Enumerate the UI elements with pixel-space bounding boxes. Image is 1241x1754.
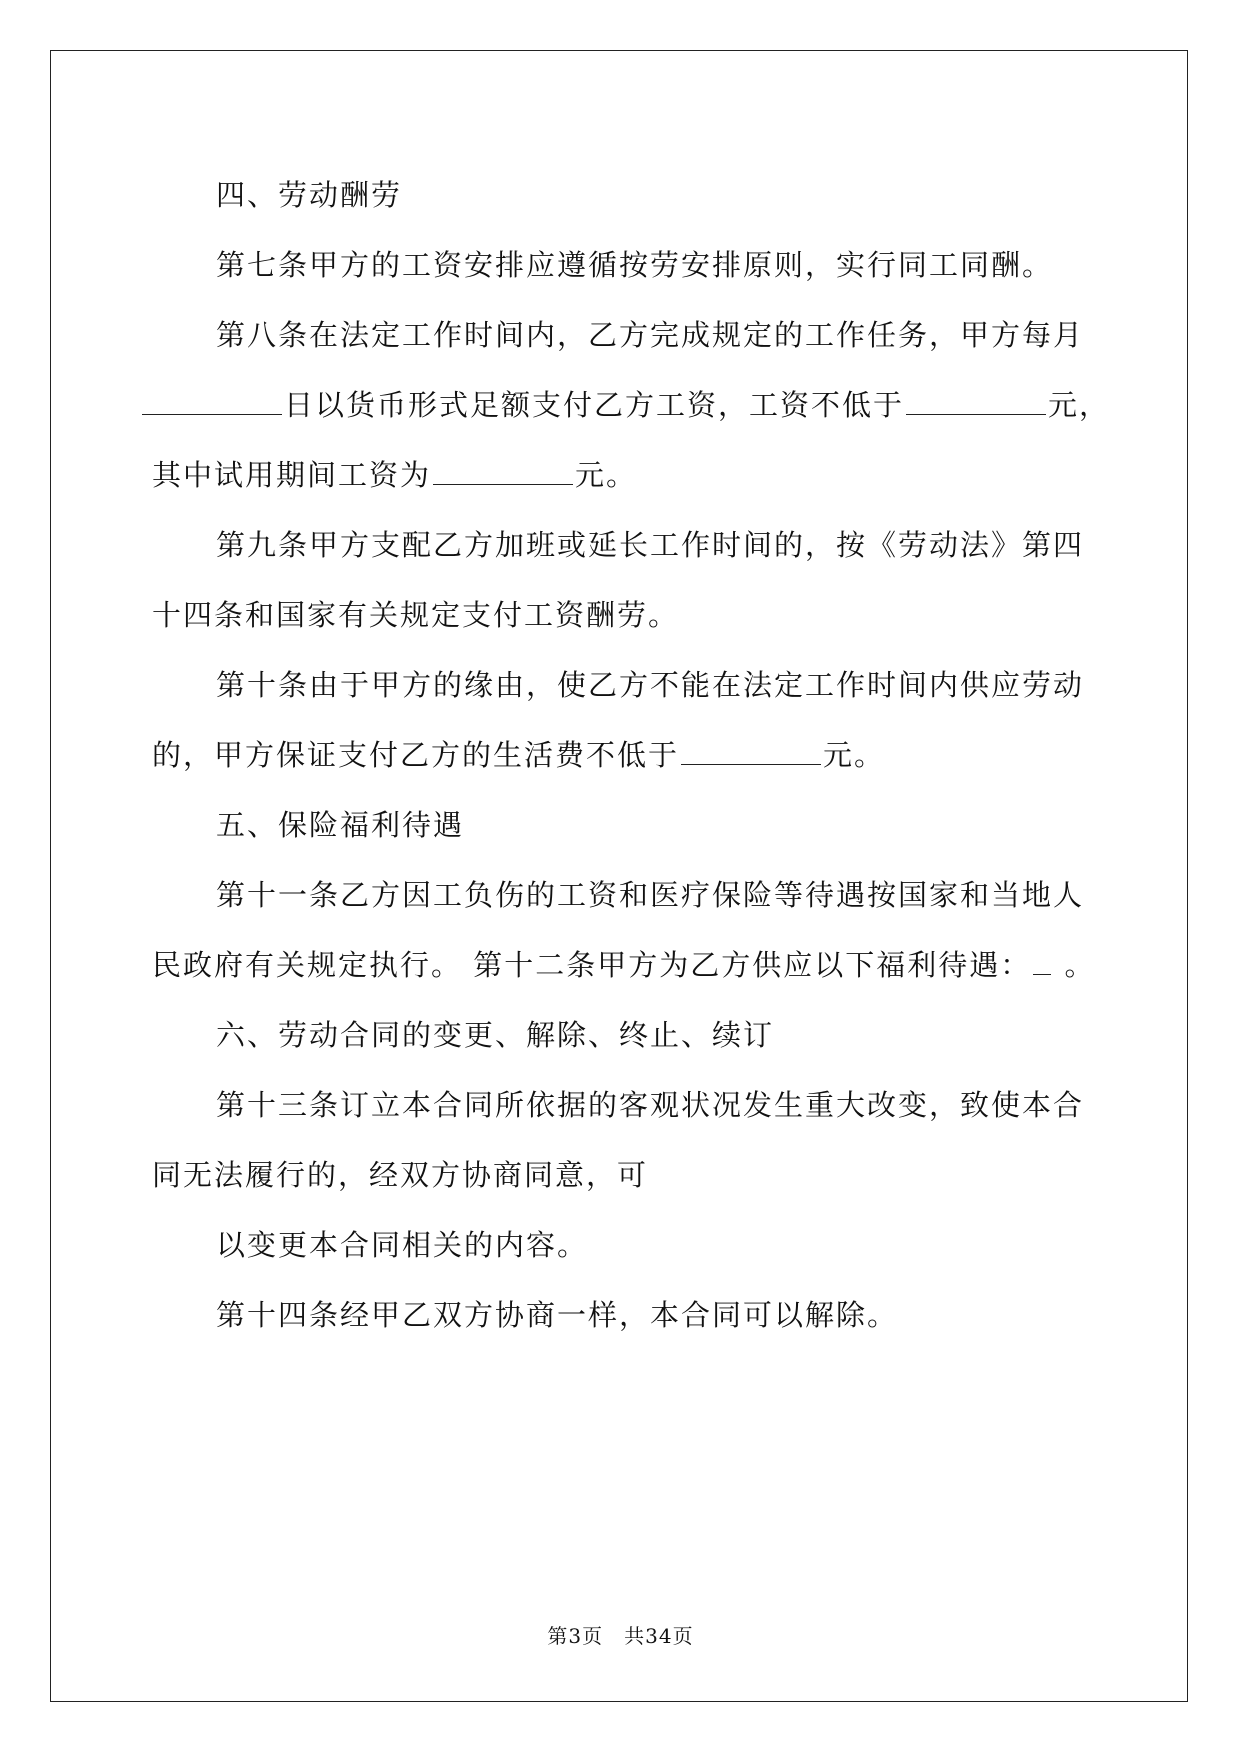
article-14: 第十四条经甲乙双方协商一样，本合同可以解除。: [216, 1298, 899, 1332]
section-heading-contract-changes: 六、劳动合同的变更、解除、终止、续订: [216, 1018, 775, 1052]
article-8-line-3: [152, 440, 1097, 510]
article-12-text-a: 民政府有关规定执行。 第十二条甲方为乙方供应以下福利待遇：: [152, 948, 1032, 982]
blank-pay-day[interactable]: [142, 392, 282, 415]
article-11-line-1: 第十一条乙方因工负伤的工资和医疗保险等待遇按国家和当地人: [216, 878, 1085, 912]
article-8-line-2: [140, 370, 1111, 440]
article-8-text-c: 其中试用期间工资为: [152, 458, 432, 492]
contract-body: [152, 160, 1111, 1350]
article-13-line-3: 以变更本合同相关的内容。: [216, 1228, 589, 1262]
article-7: 第七条甲方的工资安排应遵循按劳安排原则，实行同工同酬。: [216, 248, 1054, 282]
article-8-text-d: 元。: [575, 458, 638, 492]
article-10-text-a: 的，甲方保证支付乙方的生活费不低于: [152, 738, 680, 772]
article-12-text-b: 。: [1053, 948, 1096, 982]
page-number-footer: 第3页 共34页: [547, 1624, 694, 1648]
section-heading-insurance: 五、保险福利待遇: [216, 808, 465, 842]
article-13-line-2: 同无法履行的，经双方协商同意，可: [152, 1158, 649, 1192]
article-9-line-1: 第九条甲方支配乙方加班或延长工作时间的，按《劳动法》第四: [216, 528, 1085, 562]
article-11-12-line: [152, 930, 1097, 1000]
section-heading-labor-pay: 四、劳动酬劳: [216, 178, 403, 212]
article-10-line-2: [152, 720, 1097, 790]
article-9-line-2: 十四条和国家有关规定支付工资酬劳。: [152, 598, 680, 632]
blank-welfare[interactable]: [1033, 952, 1051, 975]
article-13-line-1: 第十三条订立本合同所依据的客观状况发生重大改变，致使本合: [216, 1088, 1085, 1122]
blank-probation-wage[interactable]: [433, 462, 573, 485]
article-8-text-b: 元，: [1048, 388, 1111, 422]
article-8-text-a: 日以货币形式足额支付乙方工资，工资不低于: [284, 388, 905, 422]
blank-living-allowance[interactable]: [681, 742, 821, 765]
article-10-line-1: 第十条由于甲方的缘由，使乙方不能在法定工作时间内供应劳动: [216, 668, 1085, 702]
article-8-line-1: 第八条在法定工作时间内，乙方完成规定的工作任务，甲方每月: [216, 318, 1085, 352]
blank-min-wage[interactable]: [906, 392, 1046, 415]
article-10-text-b: 元。: [823, 738, 886, 772]
